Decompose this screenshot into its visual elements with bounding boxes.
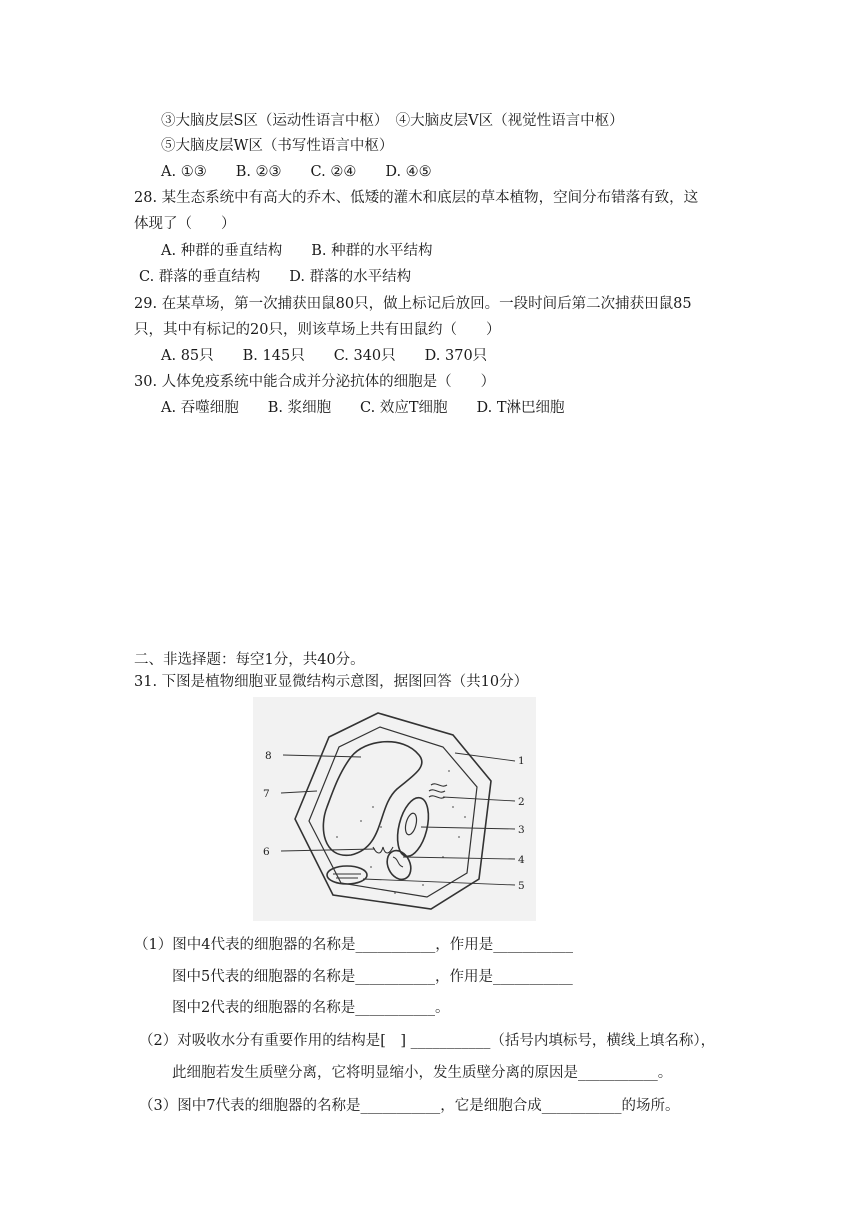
large-vacuole [323, 742, 422, 856]
q29-choices: A. 85只 B. 145只 C. 340只 D. 370只 [161, 348, 488, 364]
q28-stem-line-2: 体现了（ ） [134, 216, 236, 232]
q30-choices: A. 吞噬细胞 B. 浆细胞 C. 效应T细胞 D. T淋巴细胞 [161, 400, 565, 416]
q27-option-3-4: ③大脑皮层S区（运动性语言中枢） ④大脑皮层V区（视觉性语言中枢） [161, 113, 624, 129]
endoplasmic-reticulum [373, 847, 393, 853]
q30-stem: 30. 人体免疫系统中能合成并分泌抗体的细胞是（ ） [134, 374, 496, 390]
q31-part-1-line-c: 图中2代表的细胞器的名称是___________。 [172, 1000, 450, 1016]
q28-stem-line-1: 28. 某生态系统中有高大的乔木、低矮的灌木和底层的草本植物，空间分布错落有致，这 [134, 190, 699, 206]
cell-wall-inner [309, 727, 477, 897]
q27-choices: A. ①③ B. ②③ C. ②④ D. ④⑤ [161, 164, 432, 180]
figure-label-5: 5 [518, 880, 525, 892]
figure-label-6: 6 [263, 846, 270, 858]
q31-part-1-line-a: （1）图中4代表的细胞器的名称是___________，作用是___________ [134, 937, 573, 953]
figure-label-8: 8 [265, 750, 272, 762]
figure-label-7: 7 [263, 788, 270, 800]
q27-option-5: ⑤大脑皮层W区（书写性语言中枢） [161, 138, 394, 154]
q31-part-1-line-b: 图中5代表的细胞器的名称是___________，作用是___________ [172, 969, 573, 985]
plant-cell-diagram [253, 697, 536, 921]
q28-choices-ab: A. 种群的垂直结构 B. 种群的水平结构 [161, 243, 433, 259]
q31-part-2-line-a: （2）对吸收水分有重要作用的结构是[ ] ___________（括号内填标号，横线上填名称）， [139, 1033, 716, 1049]
figure-label-4: 4 [518, 854, 525, 866]
q29-stem-line-1: 29. 在某草场，第一次捕获田鼠80只，做上标记后放回。一段时间后第二次捕获田鼠85 [134, 296, 692, 312]
figure-label-2: 2 [518, 796, 525, 808]
figure-label-1: 1 [518, 755, 525, 767]
q31-stem: 31. 下图是植物细胞亚显微结构示意图，据图回答（共10分） [134, 674, 529, 690]
chloroplast [327, 866, 367, 884]
q29-stem-line-2: 只，其中有标记的20只，则该草场上共有田鼠约（ ） [134, 322, 501, 338]
section-2-header: 二、非选择题：每空1分，共40分。 [134, 652, 365, 668]
q28-choices-cd: C. 群落的垂直结构 D. 群落的水平结构 [139, 269, 412, 285]
figure-label-3: 3 [518, 824, 525, 836]
golgi-apparatus [429, 784, 447, 798]
q31-part-2-line-b: 此细胞若发生质壁分离，它将明显缩小，发生质壁分离的原因是___________。 [172, 1065, 673, 1081]
q31-part-3: （3）图中7代表的细胞器的名称是___________，它是细胞合成___________的场所。 [139, 1098, 680, 1114]
mitochondrion [383, 847, 416, 883]
nucleolus [403, 812, 418, 836]
cytoplasm-granules [336, 770, 466, 894]
